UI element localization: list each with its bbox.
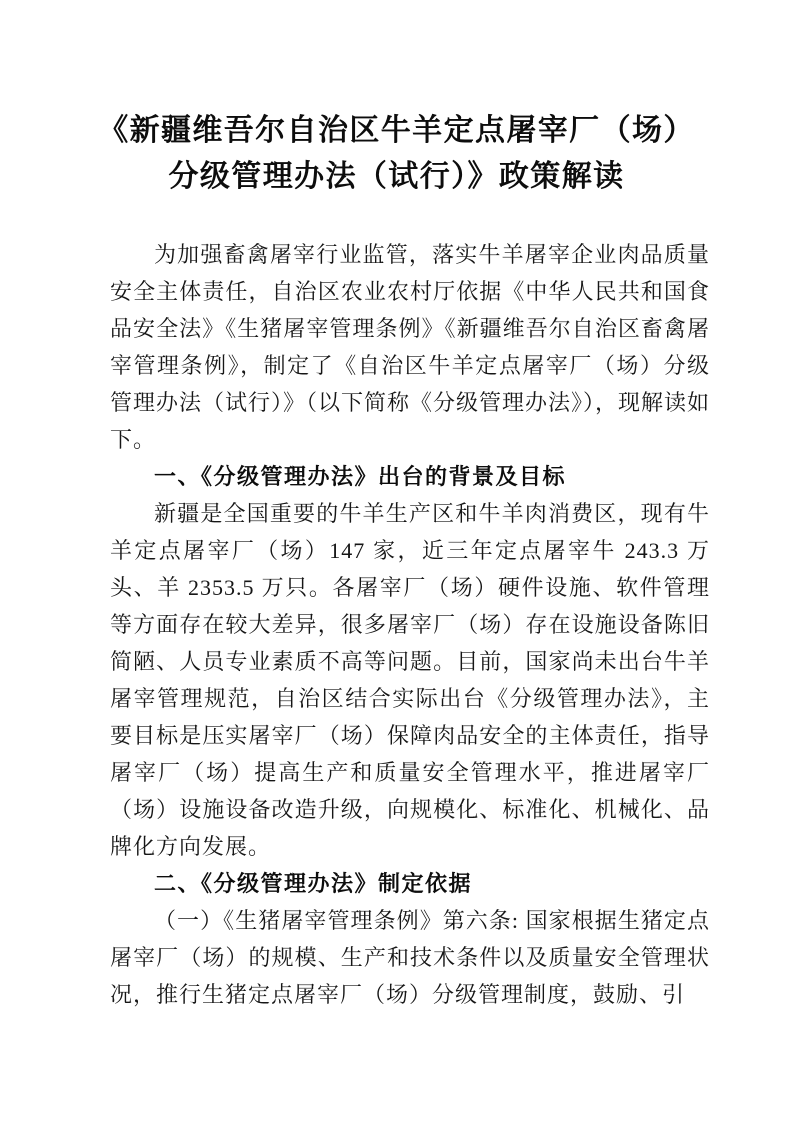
document-title — [0, 20, 793, 200]
section-1-heading: 一、《分级管理办法》出台的背景及目标 — [154, 464, 567, 490]
section-2-heading: 二、《分级管理办法》制定依据 — [154, 871, 473, 897]
section-2-paragraph: （一）《生猪屠宰管理条例》第六条: 国家根据生猪定点屠宰厂（场）的规模、生产和技术条件以及质量安全管理状况，推行生猪定点屠宰厂（场）分级管理制度，鼓励、引 — [110, 908, 710, 1008]
section-1-paragraph: 新疆是全国重要的牛羊生产区和牛羊肉消费区，现有牛羊定点屠宰厂（场）147 家，近三年定点屠宰牛 243.3 万头、羊 2353.5 万只。各屠宰厂（场）硬件设施、软件管理等方面存在较大差异，很多屠宰厂（场）存在设施设备陈旧简陋、人员专业素质不高等问题。目前，国家尚未出台牛羊屠宰管理规范，自治区结合实际出台《分级管理办法》，主要目标是压实屠宰厂（场）保障肉品安全的主体责任，指导屠宰厂（场）提高生产和质量安全管理水平，推进屠宰厂（场）设施设备改造升级，向规模化、标准化、机械化、品牌化方向发展。 — [110, 501, 710, 860]
document-title-line-1: 《新疆维吾尔自治区牛羊定点屠宰厂（场） — [98, 114, 695, 148]
document-title-line-2: 分级管理办法（试行）》政策解读 — [168, 160, 625, 194]
intro-paragraph: 为加强畜禽屠宰行业监管，落实牛羊屠宰企业肉品质量安全主体责任，自治区农业农村厅依据《中华人民共和国食品安全法》《生猪屠宰管理条例》《新疆维吾尔自治区畜禽屠宰管理条例》，制定了《自治区牛羊定点屠宰厂（场）分级管理办法（试行）》（以下简称《分级管理办法》），现解读如下。 — [110, 242, 711, 453]
document-body — [110, 236, 710, 1013]
